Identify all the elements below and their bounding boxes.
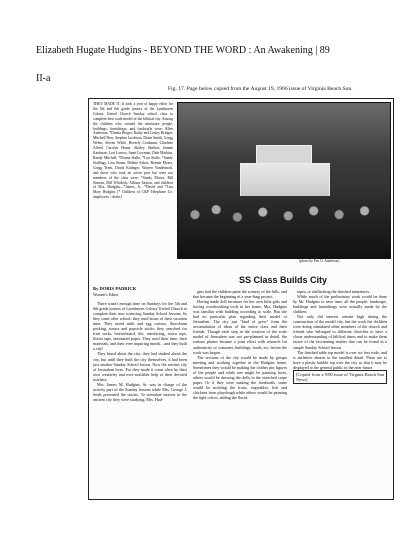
paragraph: gins had the children paint the scenery of the hills, and that became the beginning of a year-long project. [193, 289, 287, 300]
paragraph: Not only did interest remain high during the construction of the model city, but the work the children were doing stimulated other members of the church and friends who belonged to different churches to have a closer understanding of biblical times and to make them aware of the fascinating studies that can be found in a simple Sunday School lesson. [293, 314, 387, 350]
paragraph: Having made doll furniture for her own little girls and having woodworking tools in her home, Mrs. Hudgins was familiar with building according to scale. But she had no particular plan regarding their model of Jerusalem. The city just "kind of grew" from the accumulation of ideas of the entire class and their friends. Though each step in the creation of the scale model of Jerusalem was not pre-planned in detail, the various phases became a joint effort with research for authenticity of costumes, buildings, foods, etc. before the work was begun. [193, 299, 287, 355]
page-header: Elizabeth Hugate Hudgins - BEYOND THE WORD : An Awakening | 89 [36, 45, 330, 56]
paragraph: The finished table top model is over six feet wide, and is authentic almost to the smallest detail. Plans are to have a plastic bubble top over the city so that it may be displayed to the general public in the near future. [293, 349, 387, 370]
paragraph: tapes, or shellacking the finished miniatures. [297, 289, 371, 294]
photo-caption-text: THEY MADE IT: It took a year of happy effort for the 5th and 6th grade juniors of the Lynnhaven Colony United Church Sunday school class to complete their scale model of the biblical city. Among the children who created the miniature people, buildings, furnishings, and foodstuffs were: Allen Anderson, *Donna Berger, Kathy and Lesley Bridger, Mitchell New, Stephen Jacobson, Diane Smith, Gregg Weber, Steven Wible, Beverly Cookman, Charlene Allred, Carolyn Hume, Shirley Skelton, Jeanne Kaufman, Lori Larrow, Janet Lowman, Dale Mathias, Randy Mitchell, *Donna Stallo, *Lyn Stallo, *Sandy Stallings, Lisa Sturm, Debbie Sykes, Bonnie Myers, Gregg Trent, David Kalinger, Warren Vandermolt, and those who took an active part but were not members of the class were: *Sandy Moore, Bill Simons, Bill Whitlock, Allison Saxton, and children of Mrs. Hudgins—*James, Jr., *David and *Lisa Mary Hudgins [* Children of C&P Telephone Co. employees / clerks] [93, 102, 173, 200]
class-photo [177, 102, 391, 259]
paragraph: They heard about the city; they had studied about the city, but until they built the city themselves, it had been just another Sunday School lesson. Now the ancient city of Jerusalem lives. For they made it come alive by their own creativity and ever-available help of their devoted teachers. [93, 351, 187, 382]
article-column-3 [293, 289, 387, 384]
children-group [178, 196, 390, 258]
copy-note: [Copied from a 9/00 issue of Virginia Beach Sun News] [293, 370, 387, 385]
newspaper-clipping [88, 98, 394, 500]
article-headline: SS Class Builds City [239, 275, 328, 285]
article-byline: By DORIS PADRICK [93, 286, 137, 291]
figure-caption: Fig. 17. Page below copied from the August 19, 1966 issue of Virginia Beach Sun. [168, 86, 353, 92]
photo-credit: (photo by Fen O. Anderson) [299, 259, 340, 263]
paragraph: Mrs. James M. Hudgins, Sr. was in charge of the activity part of the Sunday lessons while Mrs. George J. Seals presented the stories. To stimulate interest in the ancient city they were studying, Mrs. Hud- [93, 381, 187, 402]
article-column-1 [93, 301, 187, 402]
paragraph: The sections of the city would be made by groups meeting and working together in the Hudgins home. Sometimes they would be making the clothes pin figures of the people and while one might be painting faces, others would be dressing the dolls in the stretched crepe paper. Or if they were making the foodstuffs, some would be molding the fruits, vegetables, fish and chickens from playdough while others would be painting the tight colors, adding the florist [193, 354, 287, 400]
paragraph: There wasn't enough time on Sundays for the 5th and 6th grade juniors of Lynnhaven Colony United Church to complete their new sciencing Sunday School lessons. So they came after school; they used hours of their vacation time. They saved milk and egg cartons, Styrofoam packing, straws and popsicle sticks; they searched for fruit sacks, beaverboard, tile, interfacing, acorn tops, florist tape, laminated paper. They used their time, their materials, and their ever inquiring minds... and they built a city! [93, 301, 187, 352]
article-column-2 [193, 289, 287, 400]
article-byline-role: Women's Editor [93, 292, 119, 297]
section-label: II-a [36, 73, 51, 84]
paragraph: While much of the preliminary work would be done by Mr. Hudgins to save time, all the people, landscape, buildings and furnishings were actually made by the children. [293, 294, 387, 315]
